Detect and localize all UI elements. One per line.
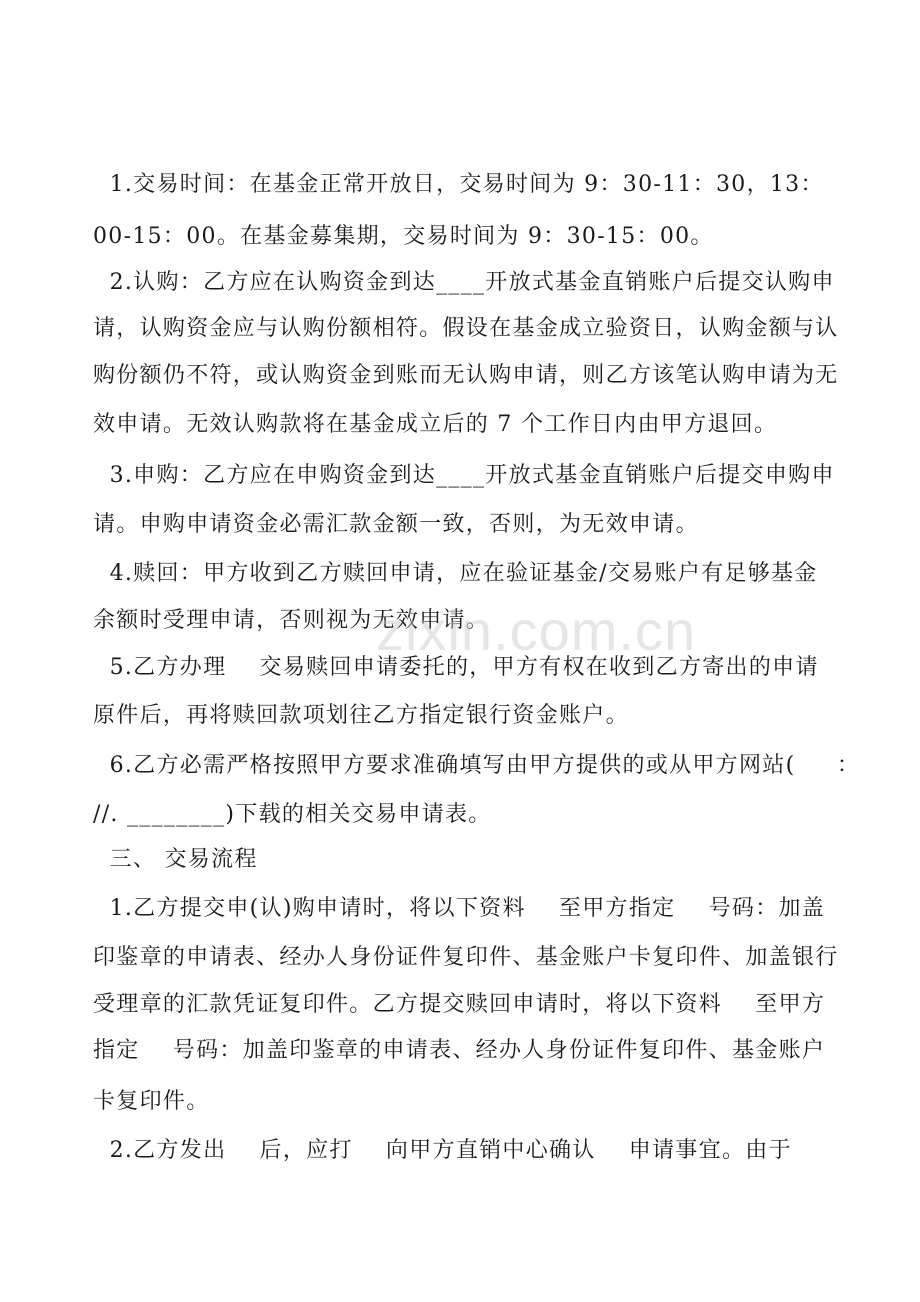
text-line: 4.赎回：甲方收到乙方赎回申请，应在验证基金/交易账户有足够基金: [93, 561, 818, 586]
text-line: 请。申购申请资金必需汇款金额一致，否则，为无效申请。: [93, 512, 699, 537]
text-line: 余额时受理申请，否则视为无效申请。: [93, 608, 490, 633]
text-line: //. ________)下载的相关交易申请表。: [93, 802, 492, 827]
text-line: 00-15：00。在基金募集期，交易时间为 9：30-15：00。: [93, 224, 714, 249]
text-line: 6.乙方必需严格按照甲方要求准确填写由甲方提供的或从甲方网站( ：: [93, 753, 861, 778]
text-line: 指定 号码：加盖印鉴章的申请表、经办人身份证件复印件、基金账户: [93, 1038, 826, 1063]
text-line: 3.申购：乙方应在申购资金到达____开放式基金直销账户后提交申购申: [93, 463, 835, 488]
text-line: 受理章的汇款凭证复印件。乙方提交赎回申请时，将以下资料 至甲方: [93, 992, 826, 1017]
text-line: 效申请。无效认购款将在基金成立后的 7 个工作日内由甲方退回。: [93, 412, 778, 437]
watermark: zixin.com.cn: [376, 599, 697, 662]
text-line: 2.认购：乙方应在认购资金到达____开放式基金直销账户后提交认购申: [93, 270, 835, 295]
text-line: 购份额仍不符，或认购资金到账而无认购申请，则乙方该笔认购申请为无: [93, 363, 839, 388]
text-line: 卡复印件。: [93, 1089, 210, 1114]
text-line: 印鉴章的申请表、经办人身份证件复印件、基金账户卡复印件、加盖银行: [93, 945, 839, 970]
text-line: 2.乙方发出 后，应打 向甲方直销中心确认 申请事宜。由于: [93, 1138, 792, 1163]
section-heading: 三、 交易流程: [93, 847, 258, 872]
text-line: 请，认购资金应与认购份额相符。假设在基金成立验资日，认购金额与认: [93, 316, 839, 341]
text-line: 1.交易时间：在基金正常开放日，交易时间为 9：30-11：30，13：: [93, 172, 824, 197]
text-line: 原件后，再将赎回款项划往乙方指定银行资金账户。: [93, 703, 629, 728]
text-line: 1.乙方提交申(认)购申请时，将以下资料 至甲方指定 号码：加盖: [93, 896, 826, 921]
text-line: 5.乙方办理 交易赎回申请委托的，甲方有权在收到乙方寄出的申请: [93, 655, 819, 680]
